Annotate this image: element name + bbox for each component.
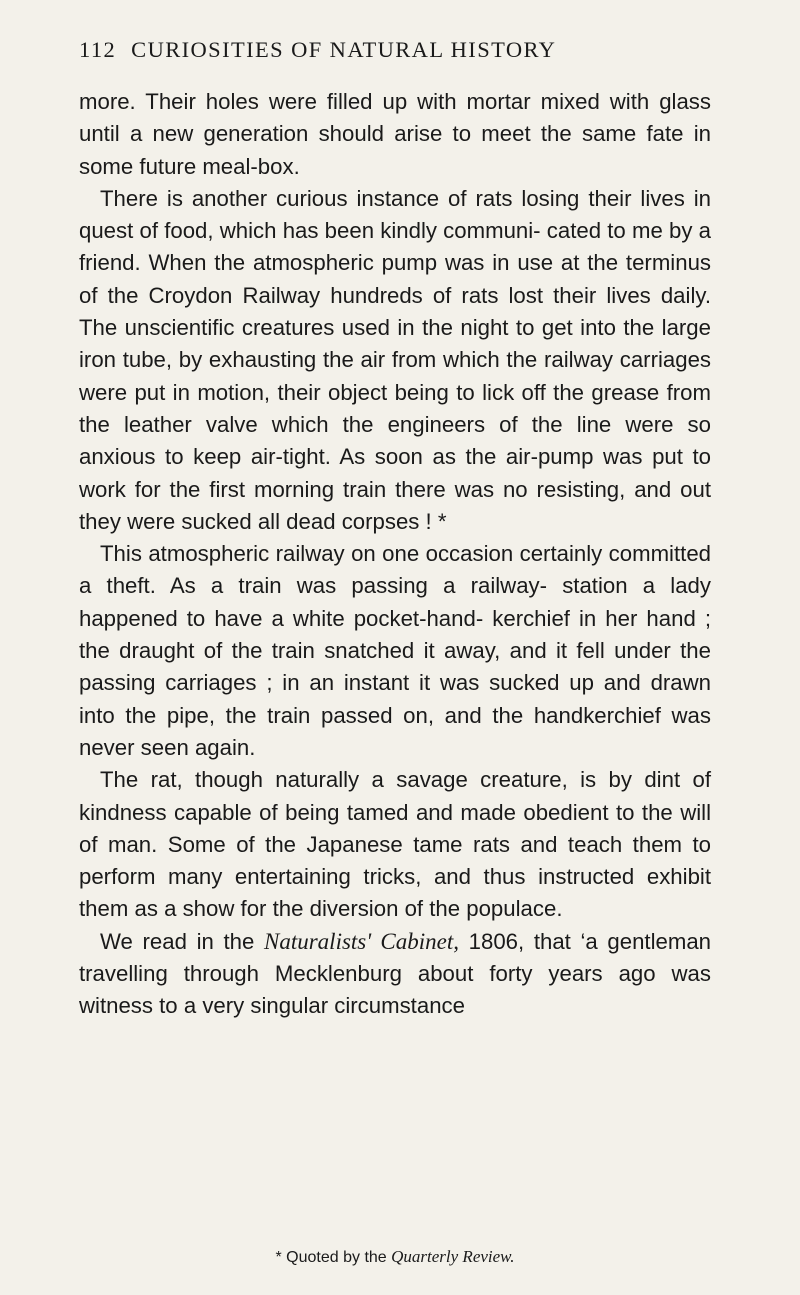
footnote-source: Quarterly Review. xyxy=(391,1247,515,1266)
paragraph-mecklenburg xyxy=(79,926,711,1023)
footnote-text: Quoted by the xyxy=(286,1249,392,1266)
paragraph-text: 1806, that ‘a gentleman travelling through Mecklenburg about forty years ago was witness to a very singular circumstance xyxy=(79,928,712,1019)
running-title: CURIOSITIES OF NATURAL HISTORY xyxy=(131,37,557,62)
footnote-marker: * xyxy=(275,1249,282,1266)
book-title-citation: Naturalists' Cabinet, xyxy=(264,928,459,954)
running-header xyxy=(79,36,711,64)
page-content xyxy=(79,36,712,1266)
paragraph-tame-rats: The rat, though naturally a savage creature, is by dint of kindness capable of being tamed and made obedient to the will of man. Some of the Japanese tame rats and teach them to perform many entertaining tricks, and thus instructed exhibit them as a show for the diversion of the populace. xyxy=(79,767,711,922)
paragraph-continuation: more. Their holes were filled up with mortar mixed with glass until a new generation should arise to meet the same fate in some future meal-box. xyxy=(79,89,711,179)
page-number: 112 xyxy=(79,37,117,62)
paragraph-text: We read in the xyxy=(100,928,264,954)
paragraph-handkerchief: This atmospheric railway on one occasion certainly committed a theft. As a train was passing a railway- station a lady happened to have a white pocket-hand- kerchief in her hand ; the draught of the train snatched it away, and it fell under the passing carriages ; in an instant it was sucked up and drawn into the pipe, the train passed on, and the handkerchief was never seen again. xyxy=(79,541,711,760)
paragraph-croydon-railway: There is another curious instance of rats losing their lives in quest of food, which has been kindly communi- cated to me by a friend. When the atmospheric pump was in use at the terminus of the Croydon Railway hundreds of rats lost their lives daily. The unscientific creatures used in the night to get into the large iron tube, by exhausting the air from which the railway carriages were put in motion, their object being to lick off the grease from the leather valve which the engineers of the line were so anxious to keep air-tight. As soon as the air-pump was put to work for the first morning train there was no resisting, and out they were sucked all dead corpses ! * xyxy=(79,185,711,534)
footnote xyxy=(79,1245,711,1270)
